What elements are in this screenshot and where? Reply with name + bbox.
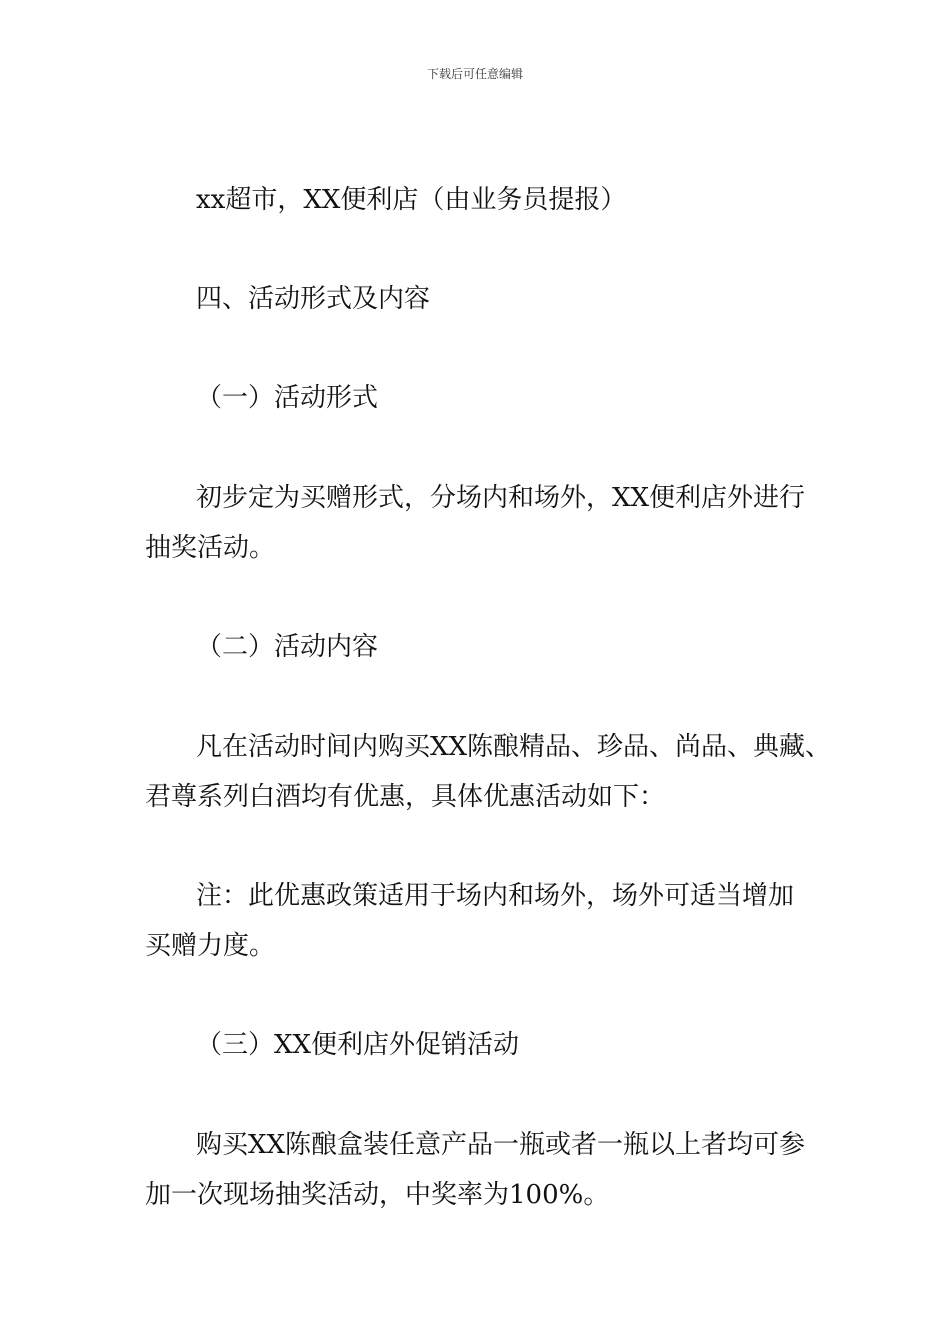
note-line: 注：此优惠政策适用于场内和场外，场外可适当增加: [196, 881, 795, 911]
subsection-heading: （一）活动形式: [196, 383, 379, 413]
section-heading: 四、活动形式及内容: [196, 284, 431, 314]
paragraph-line: 初步定为买赠形式，分场内和场外，XX便利店外进行: [196, 483, 806, 513]
paragraph-line: 君尊系列白酒均有优惠，具体优惠活动如下：: [145, 782, 666, 812]
paragraph-line: 凡在活动时间内购买XX陈酿精品、珍品、尚品、典藏、: [196, 732, 832, 762]
paragraph-line: 抽奖活动。: [145, 533, 276, 563]
text-line: xx超市，XX便利店（由业务员提报）: [196, 185, 627, 215]
subsection-heading: （三）XX便利店外促销活动: [196, 1030, 520, 1060]
paragraph-line: 购买XX陈酿盒装任意产品一瓶或者一瓶以上者均可参: [196, 1130, 806, 1160]
note-line: 买赠力度。: [145, 931, 276, 961]
paragraph-line: 加一次现场抽奖活动，中奖率为100%。: [145, 1180, 610, 1210]
page-header: 下载后可任意编辑: [426, 67, 523, 81]
subsection-heading: （二）活动内容: [196, 632, 379, 662]
